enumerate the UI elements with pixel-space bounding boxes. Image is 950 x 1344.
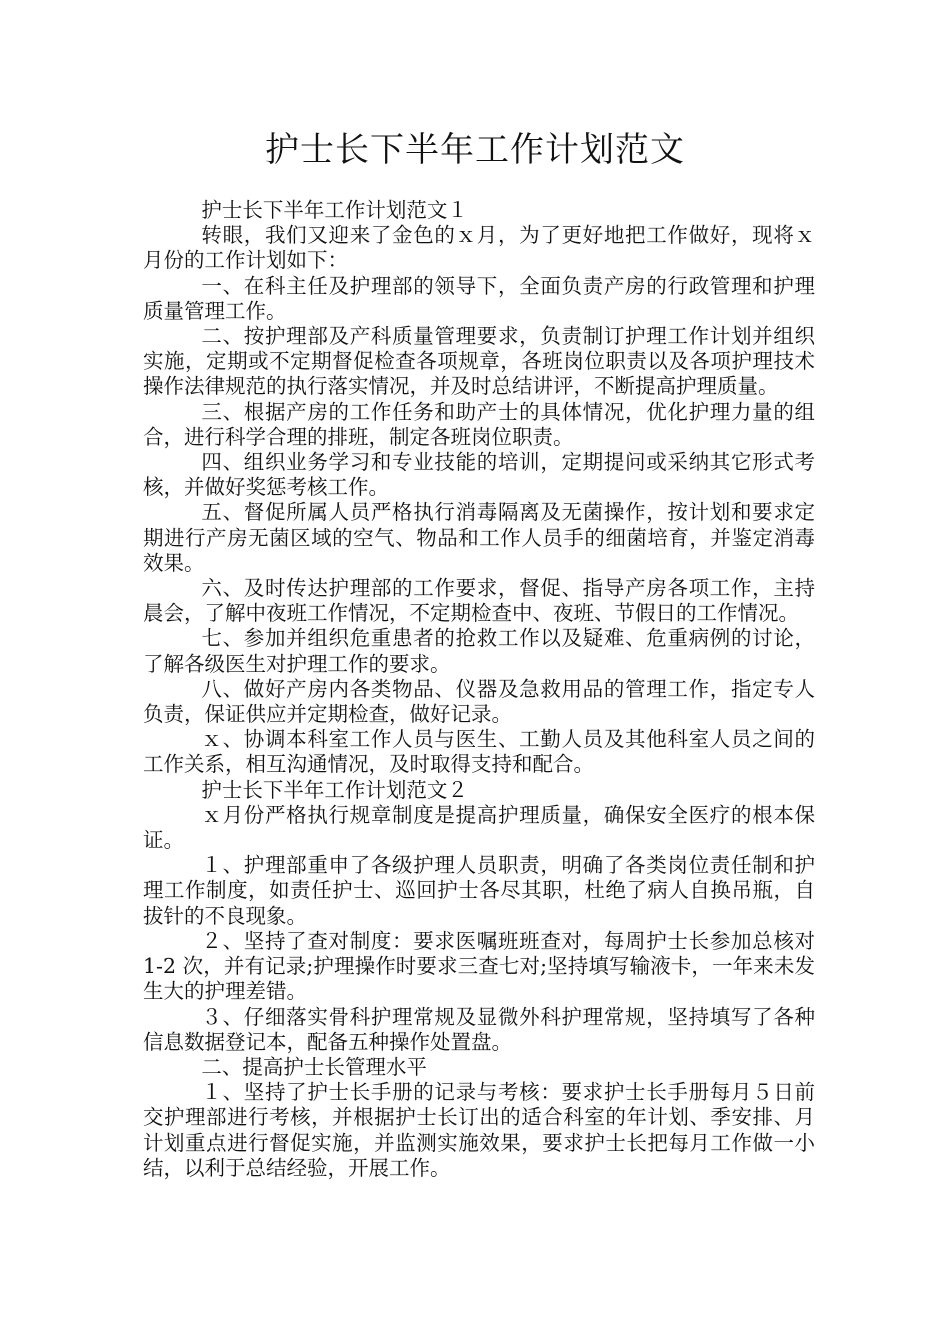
paragraph: 七、参加并组织危重患者的抢救工作以及疑难、危重病例的讨论，了解各级医生对护理工作的要求。 bbox=[143, 626, 815, 676]
paragraph: 八、做好产房内各类物品、仪器及急救用品的管理工作，指定专人负责，保证供应并定期检查，做好记录。 bbox=[143, 676, 815, 727]
paragraph: ｘ、协调本科室工作人员与医生、工勤人员及其他科室人员之间的工作关系，相互沟通情况，及时取得支持和配合。 bbox=[143, 727, 815, 777]
document-body bbox=[143, 198, 815, 1181]
paragraph: 四、组织业务学习和专业技能的培训，定期提问或采纳其它形式考核，并做好奖惩考核工作。 bbox=[143, 450, 815, 500]
paragraph: ３、仔细落实骨科护理常规及显微外科护理常规，坚持填写了各种信息数据登记本，配备五种操作处置盘。 bbox=[143, 1004, 815, 1054]
paragraph: １、坚持了护士长手册的记录与考核：要求护士长手册每月５日前交护理部进行考核，并根据护士长订出的适合科室的年计划、季安排、月计划重点进行督促实施，并监测实施效果，要求护士长把每月工作做一小结，以利于总结经验，开展工作。 bbox=[143, 1080, 815, 1180]
paragraph: 护士长下半年工作计划范文１ bbox=[201, 198, 468, 222]
paragraph: 转眼，我们又迎来了金色的ｘ月，为了更好地把工作做好，现将ｘ月份的工作计划如下： bbox=[143, 223, 815, 273]
paragraph: 护士长下半年工作计划范文２ bbox=[201, 777, 468, 802]
paragraph: 二、按护理部及产科质量管理要求，负责制订护理工作计划并组织实施，定期或不定期督促检查各项规章，各班岗位职责以及各项护理技术操作法律规范的执行落实情况，并及时总结讲评，不断提高护理质量。 bbox=[143, 324, 815, 399]
document-title: 护士长下半年工作计划范文 bbox=[265, 130, 685, 170]
paragraph: １、护理部重申了各级护理人员职责，明确了各类岗位责任制和护理工作制度，如责任护士、巡回护士各尽其职，杜绝了病人自换吊瓶，自拔针的不良现象。 bbox=[143, 853, 815, 928]
paragraph: 六、及时传达护理部的工作要求，督促、指导产房各项工作，主持晨会，了解中夜班工作情况，不定期检查中、夜班、节假日的工作情况。 bbox=[143, 576, 815, 626]
paragraph: 一、在科主任及护理部的领导下，全面负责产房的行政管理和护理质量管理工作。 bbox=[143, 273, 815, 323]
paragraph: 五、督促所属人员严格执行消毒隔离及无菌操作，按计划和要求定期进行产房无菌区域的空气、物品和工作人员手的细菌培育，并鉴定消毒效果。 bbox=[143, 500, 815, 575]
paragraph: ｘ月份严格执行规章制度是提高护理质量，确保安全医疗的根本保证。 bbox=[143, 802, 815, 853]
paragraph: 二、提高护士长管理水平 bbox=[201, 1054, 427, 1079]
paragraph: ２、坚持了查对制度：要求医嘱班班查对，每周护士长参加总核对 1-2 次，并有记录;护理操作时要求三查七对;坚持填写输液卡，一年来未发生大的护理差错。 bbox=[143, 928, 815, 1004]
paragraph: 三、根据产房的工作任务和助产士的具体情况，优化护理力量的组合，进行科学合理的排班，制定各班岗位职责。 bbox=[143, 399, 815, 449]
